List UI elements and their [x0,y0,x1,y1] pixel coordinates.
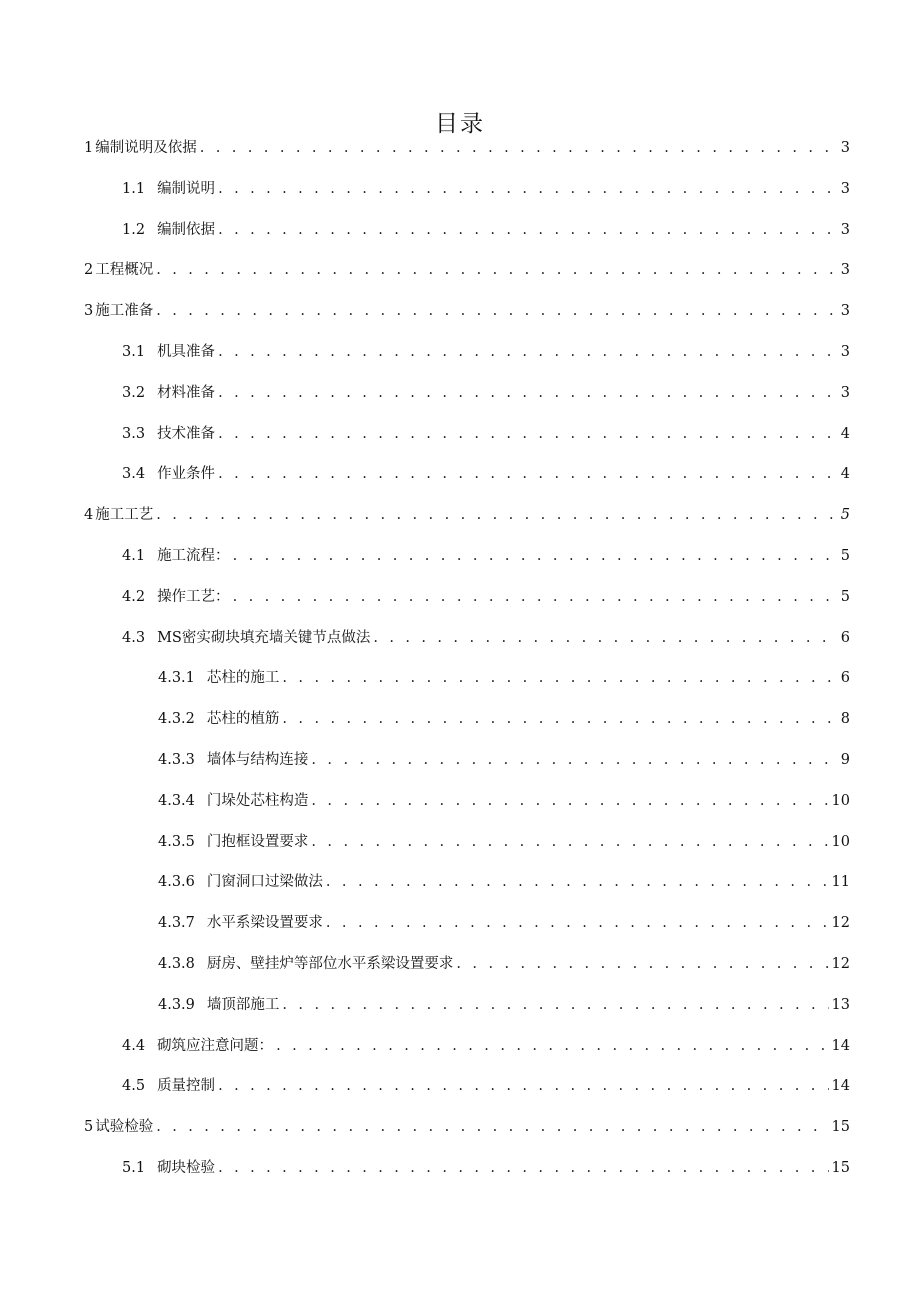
toc-entry[interactable] [158,664,850,692]
toc-entry-page-number: 3 [840,221,850,238]
toc-dot-leader [218,420,837,448]
toc-entry-number: 3.2 [122,384,146,401]
toc-entry-number: 1.1 [122,180,146,197]
toc-entry-title: 施工流程： [157,548,230,564]
toc-entry[interactable] [84,297,850,325]
toc-entry-title: 技术准备 [157,425,216,442]
toc-dot-leader [218,175,837,203]
toc-entry-number: 4.4 [122,1037,146,1054]
toc-entry-page-number: 10 [831,792,850,809]
toc-entry[interactable] [122,1072,850,1100]
toc-entry-number: 4.5 [122,1078,146,1095]
toc-entry-title: 机具准备 [157,344,216,360]
toc-entry-title: 编制说明及依据 [95,140,197,156]
toc-dot-leader [326,868,829,896]
toc-dot-leader [282,664,837,692]
toc-title: 目录 [435,111,485,138]
toc-entry-page-number: 5 [840,548,850,564]
toc-entry[interactable] [122,624,850,652]
toc-entry[interactable] [158,705,850,733]
toc-dot-leader [282,991,828,1019]
toc-entry[interactable] [122,175,850,203]
toc-entry-title: 工程概况 [95,262,154,279]
toc-dot-leader [326,909,829,937]
toc-dot-leader [156,501,837,529]
toc-entry[interactable] [122,1032,850,1060]
toc-entry-page-number: 14 [831,1037,850,1054]
toc-entry-number: 3.4 [122,466,146,483]
toc-entry-title: 厨房、壁挂炉等部位水平系梁设置要求 [206,956,454,972]
toc-entry-page-number: 13 [831,996,850,1013]
toc-entry-number: 4.3.1 [158,670,195,687]
toc-entry-number: 4.3.3 [158,752,195,768]
toc-entry[interactable] [122,420,850,448]
toc-dot-leader [311,787,828,815]
toc-entry-page-number: 10 [831,833,850,850]
toc-entry-number: 4.3.7 [158,915,195,932]
toc-entry-page-number: 4 [840,466,850,483]
toc-entry[interactable] [84,501,850,529]
toc-dot-leader [311,746,837,774]
toc-entry-page-number: 3 [840,384,850,401]
toc-entry-number: 4.3.8 [158,956,195,972]
toc-entry-number: 3.1 [122,344,146,360]
toc-entry-title: 试验检验 [95,1119,154,1136]
toc-entry-number: 4.1 [122,548,146,564]
toc-entry[interactable] [122,1154,850,1182]
toc-entry-page-number: 12 [831,915,850,932]
toc-entry-title: 墙顶部施工 [206,996,280,1013]
toc-entry-page-number: 3 [840,262,850,279]
toc-entry[interactable] [158,950,850,978]
toc-dot-leader [156,1113,828,1141]
toc-entry-page-number: 3 [840,180,850,197]
toc-entry[interactable] [122,542,850,570]
toc-entry-title: 编制依据 [157,221,216,238]
toc-entry[interactable] [158,909,850,937]
toc-entry-title: 操作工艺： [157,588,230,605]
toc-entry-number: 2 [84,262,94,279]
toc-dot-leader [276,1032,828,1060]
toc-dot-leader [218,1154,828,1182]
toc-entry[interactable] [122,216,850,244]
toc-entry[interactable] [122,583,850,611]
toc-entry-page-number: 12 [831,956,850,972]
toc-entry[interactable] [122,338,850,366]
toc-entry-title: 门窗洞口过梁做法 [206,874,323,891]
toc-dot-leader [156,297,837,325]
toc-entry-number: 4.3.4 [158,792,195,809]
toc-dot-leader [218,460,837,488]
toc-entry-page-number: 4 [840,425,850,442]
toc-entry-number: 3 [84,303,94,320]
toc-entry-number: 1.2 [122,221,146,238]
toc-entry[interactable] [158,868,850,896]
toc-dot-leader [156,256,837,284]
toc-entry-number: 5 [84,1119,94,1136]
toc-entry-page-number: 14 [831,1078,850,1095]
toc-dot-leader [282,705,837,733]
toc-entry-number: 4 [84,507,94,524]
toc-entry-title: 门垛处芯柱构造 [206,792,309,809]
toc-entry-title: 芯柱的施工 [206,670,280,687]
toc-entry[interactable] [84,1113,850,1141]
toc-entry-page-number: 3 [840,303,850,320]
toc-entry-title: 砌块检验 [157,1160,216,1176]
toc-entry-page-number: 3 [840,140,850,156]
toc-entry[interactable] [158,746,850,774]
toc-entry-page-number: 6 [840,629,850,646]
toc-entry-title: 质量控制 [157,1078,216,1095]
toc-entry[interactable] [158,828,850,856]
toc-dot-leader [311,828,828,856]
toc-entry-page-number: 8 [840,711,850,728]
toc-entry-page-number: 15 [831,1119,850,1136]
toc-entry-title: 砌筑应注意问题： [157,1037,274,1054]
toc-entry-title: 水平系梁设置要求 [206,915,323,932]
toc-entry-number: 4.3.6 [158,874,195,891]
toc-entry[interactable] [84,134,850,162]
toc-entry-title: 墙体与结构连接 [206,752,309,768]
toc-entry[interactable] [84,256,850,284]
toc-entry-page-number: 5 [840,588,850,605]
toc-entry-page-number: 9 [840,752,850,768]
toc-entry-title: MS密实砌块填充墙关键节点做法 [157,629,371,646]
toc-entry-title: 材料准备 [157,384,216,401]
toc-entry-title: 门抱框设置要求 [206,833,309,850]
toc-dot-leader [218,1072,828,1100]
toc-dot-leader [218,216,837,244]
toc-dot-leader [200,134,837,162]
toc-dot-leader [218,338,837,366]
toc-entry-title: 施工工艺 [95,507,154,524]
toc-entry-page-number: 15 [831,1160,850,1176]
toc-dot-leader [218,379,837,407]
toc-dot-leader [373,624,837,652]
toc-entry-page-number: 6 [840,670,850,687]
toc-dot-leader [233,542,837,570]
toc-entry-number: 4.3.9 [158,996,195,1013]
toc-entry[interactable] [158,991,850,1019]
toc-entry-number: 4.3.2 [158,711,195,728]
toc-entry[interactable] [158,787,850,815]
toc-entry-title: 作业条件 [157,466,216,483]
toc-entry-number: 4.3.5 [158,833,195,850]
toc-entry-number: 4.3 [122,629,146,646]
toc-entry-page-number: 5 [840,507,850,524]
toc-entry-page-number: 11 [831,874,850,891]
toc-entry[interactable] [122,379,850,407]
toc-entry[interactable] [122,460,850,488]
toc-entry-number: 5.1 [122,1160,146,1176]
toc-dot-leader [456,950,828,978]
toc-entry-page-number: 3 [840,344,850,360]
toc-dot-leader [233,583,837,611]
toc-entry-title: 芯柱的植筋 [206,711,280,728]
toc-entry-title: 编制说明 [157,180,216,197]
toc-entry-number: 3.3 [122,425,146,442]
toc-entry-number: 4.2 [122,588,146,605]
toc-entry-title: 施工准备 [95,303,154,320]
toc-entry-number: 1 [84,140,94,156]
